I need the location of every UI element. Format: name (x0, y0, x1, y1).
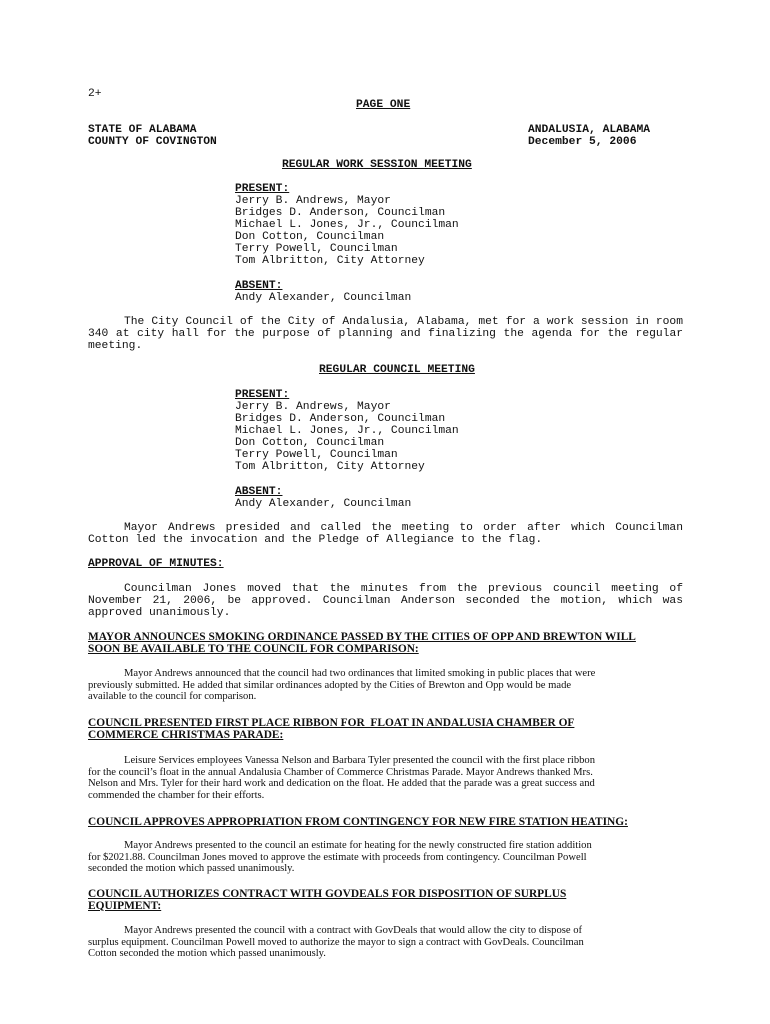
heading-line: COUNCIL APPROVES APPROPRIATION FROM CONTINGENCY FOR NEW FIRE STATION HEATING: (88, 816, 628, 828)
council-meeting-present-label: PRESENT: (235, 389, 290, 401)
govdeals-heading (88, 888, 566, 912)
heading-line: COUNCIL PRESENTED FIRST PLACE RIBBON FOR FLOAT IN ANDALUSIA CHAMBER OF (88, 717, 575, 729)
parade-ribbon-body (88, 755, 595, 801)
attendee: Tom Albritton, City Attorney (235, 255, 425, 267)
body-line: previously submitted. He added that similar ordinances adopted by the Cities of Brewton and Opp would be made (88, 679, 572, 691)
work-session-absent: Andy Alexander, Councilman (235, 292, 412, 304)
heading-line: SOON BE AVAILABLE TO THE COUNCIL FOR COMPARISON: (88, 643, 419, 655)
council-meeting-heading: REGULAR COUNCIL MEETING (319, 364, 475, 376)
body-line: Mayor Andrews presented to the council an estimate for heating for the newly constructed fire station addition (124, 840, 592, 851)
body-line: Leisure Services employees Vanessa Nelson and Barbara Tyler presented the council with the first place ribbon (124, 755, 596, 766)
heading-line: COMMERCE CHRISTMAS PARADE: (88, 729, 284, 741)
work-session-paragraph: The City Council of the City of Andalusia, Alabama, met for a work session in room 340 at city hall for the purpose of planning and finalizing the agenda for the regular meeting. (88, 316, 683, 352)
smoking-ordinance-heading (88, 631, 636, 655)
work-session-heading: REGULAR WORK SESSION MEETING (282, 159, 472, 171)
body-line: for $2021.88. Councilman Jones moved to approve the estimate with proceeds from contingency. Councilman Powell (88, 851, 587, 863)
body-line: commended the chamber for their efforts. (88, 789, 265, 801)
attendee: Jerry B. Andrews, Mayor (235, 401, 391, 413)
attendee: Bridges D. Anderson, Councilman (235, 413, 446, 425)
attendee: Don Cotton, Councilman (235, 231, 385, 243)
govdeals-body (88, 925, 584, 960)
parade-ribbon-heading (88, 717, 574, 741)
approval-heading: APPROVAL OF MINUTES: (88, 558, 224, 570)
fire-station-body (88, 840, 592, 875)
body-line: surplus equipment. Councilman Powell moved to authorize the mayor to sign a contract with GovDeals. Councilman (88, 936, 584, 948)
body-line: for the council’s float in the annual Andalusia Chamber of Commerce Christmas Parade. Mayor Andrews thanked Mrs. (88, 766, 593, 778)
attendee: Bridges D. Anderson, Councilman (235, 207, 446, 219)
header-city: ANDALUSIA, ALABAMA (528, 124, 651, 136)
body-line: Mayor Andrews presented the council with a contract with GovDeals that would allow the city to dispose of (124, 925, 583, 936)
heading-line: EQUIPMENT: (88, 900, 162, 912)
body-line: Mayor Andrews announced that the council had two ordinances that limited smoking in public places that were (124, 668, 596, 679)
body-line: Nelson and Mrs. Tyler for their hard work and dedication on the float. He added that the parade was a great success and (88, 778, 595, 790)
work-session-absent-label: ABSENT: (235, 280, 283, 292)
page-marker: 2+ (88, 88, 102, 100)
attendee: Terry Powell, Councilman (235, 449, 398, 461)
body-line: available to the council for comparison. (88, 691, 257, 703)
attendee: Don Cotton, Councilman (235, 437, 385, 449)
council-meeting-absent-label: ABSENT: (235, 486, 283, 498)
attendee: Michael L. Jones, Jr., Councilman (235, 425, 459, 437)
attendee: Jerry B. Andrews, Mayor (235, 195, 391, 207)
page-title: PAGE ONE (356, 99, 411, 111)
attendee: Michael L. Jones, Jr., Councilman (235, 219, 459, 231)
council-meeting-paragraph: Mayor Andrews presided and called the meeting to order after which Councilman Cotton led the invocation and the Pledge of Allegiance to the flag. (88, 522, 683, 546)
header-date: December 5, 2006 (528, 136, 637, 148)
work-session-present-label: PRESENT: (235, 183, 290, 195)
heading-line: COUNCIL AUTHORIZES CONTRACT WITH GOVDEALS FOR DISPOSITION OF SURPLUS (88, 888, 567, 900)
body-line: seconded the motion which passed unanimously. (88, 863, 295, 875)
council-meeting-present-list (235, 401, 459, 473)
header-state: STATE OF ALABAMA (88, 124, 197, 136)
council-meeting-absent: Andy Alexander, Councilman (235, 498, 412, 510)
fire-station-heading (88, 816, 628, 828)
smoking-ordinance-body (88, 668, 595, 703)
approval-paragraph: Councilman Jones moved that the minutes from the previous council meeting of November 21, 2006, be approved. Councilman Anderson seconded the motion, which was approved unanimously. (88, 583, 683, 619)
attendee: Tom Albritton, City Attorney (235, 461, 425, 473)
header-county: COUNTY OF COVINGTON (88, 136, 217, 148)
work-session-present-list (235, 195, 459, 267)
attendee: Terry Powell, Councilman (235, 243, 398, 255)
heading-line: MAYOR ANNOUNCES SMOKING ORDINANCE PASSED BY THE CITIES OF OPP AND BREWTON WILL (88, 631, 636, 643)
body-line: Cotton seconded the motion which passed unanimously. (88, 948, 326, 960)
